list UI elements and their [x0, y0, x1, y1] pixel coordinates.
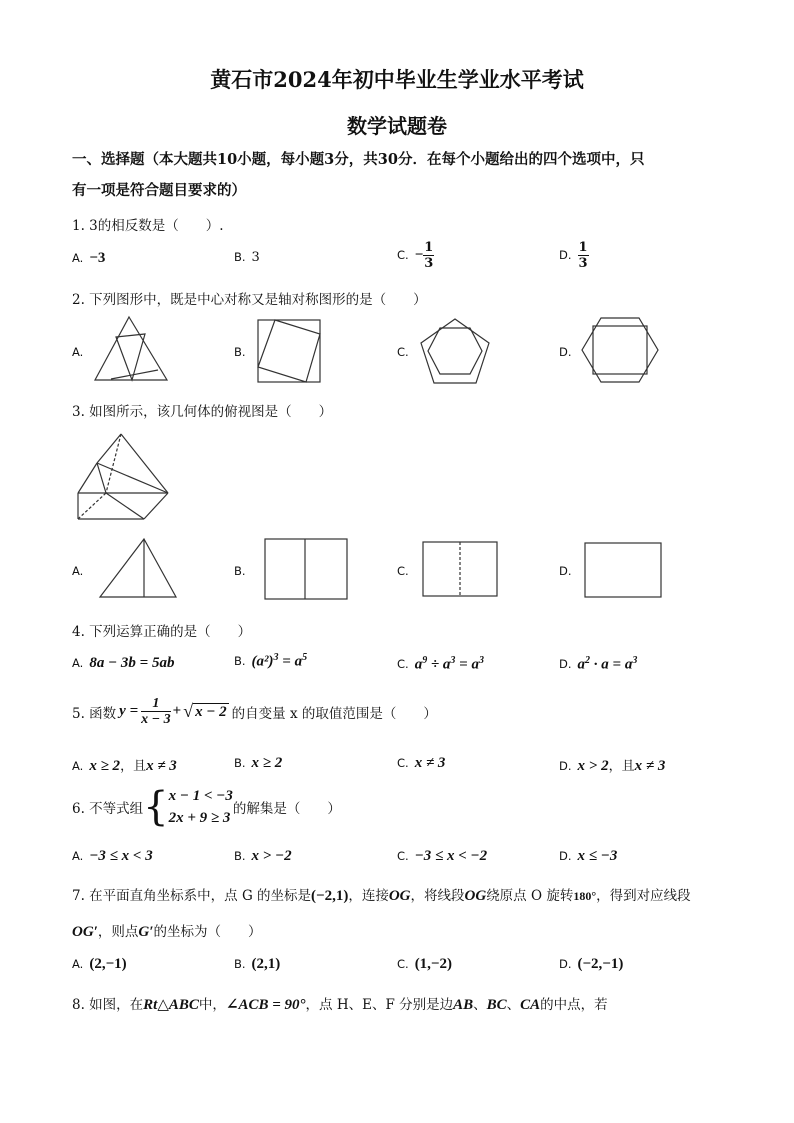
q8-bc: BC	[486, 997, 507, 1013]
q1-b-value: 3	[251, 250, 260, 265]
option-label: C.	[397, 345, 409, 359]
option-label: C.	[397, 564, 409, 578]
option-label: D.	[559, 564, 572, 578]
q3-figure-a-triangle	[99, 538, 177, 598]
q2-option-b[interactable]	[234, 345, 252, 360]
q7-g-prime: G′	[138, 924, 154, 940]
section-heading-line2: 有一项是符合题目要求的）	[72, 182, 246, 199]
q8-ab: AB	[453, 997, 474, 1013]
q4-c-exp3: 3	[478, 655, 484, 666]
q7-option-d[interactable]	[559, 956, 623, 973]
q5-b-value: x ≥ 2	[251, 755, 283, 771]
section-heading-line1: 一、选择题（本大题共10小题，每小题3分，共30分．在每个小题给出的四个选项中，只	[72, 151, 645, 168]
page-subtitle: 数学试题卷	[347, 114, 447, 138]
question-3-stem: 3. 如图所示，该几何体的俯视图是（ ）	[72, 404, 333, 420]
q8-text-3: ，点 H、E、F 分别是边	[305, 997, 454, 1013]
q5-a-cond2: x ≠ 3	[146, 758, 177, 774]
q3-option-c[interactable]	[397, 564, 415, 579]
option-label: C.	[397, 657, 409, 672]
q5-suffix: 的自变量 x 的取值范围是（ ）	[231, 705, 437, 722]
q5-d-cond1: x > 2	[577, 758, 609, 774]
option-label: A.	[72, 759, 84, 773]
q6-inequality-1: x − 1 < −3	[168, 788, 233, 804]
option-label: D.	[559, 759, 572, 773]
q5-d-cond2: x ≠ 3	[634, 758, 666, 774]
q3-solid-figure	[76, 433, 170, 521]
q5-option-d[interactable]	[559, 755, 665, 775]
q3-option-a[interactable]	[72, 564, 89, 579]
q5-a-cond1: x ≥ 2	[89, 758, 121, 774]
q5-option-b[interactable]	[234, 755, 282, 772]
fraction-numerator: 1	[578, 240, 588, 255]
option-label: B.	[234, 756, 246, 770]
option-label: A.	[72, 345, 84, 359]
option-label: D.	[559, 248, 572, 262]
q3-option-b[interactable]	[234, 564, 252, 579]
question-7-stem	[72, 884, 742, 905]
option-label: D.	[559, 657, 572, 672]
q6-inequality-2: 2x + 9 ≥ 3	[168, 810, 231, 826]
q2-figure-b-squares	[257, 319, 321, 383]
q4-b-rest: = a	[278, 653, 303, 670]
option-label: A.	[72, 957, 84, 971]
q7-og-prime: OG′	[72, 924, 98, 940]
q8-text-4: 的中点，若	[540, 997, 608, 1013]
q8-ca: CA	[520, 997, 541, 1013]
q4-c-exp2: 3	[450, 655, 456, 666]
option-label: A.	[72, 656, 84, 670]
q7-degree: 180°	[573, 889, 597, 903]
q7-text-5: ，得到对应线段	[596, 888, 691, 904]
q1-a-value: −3	[89, 250, 106, 266]
q2-option-a[interactable]	[72, 345, 89, 360]
option-label: B.	[234, 250, 246, 264]
option-label: C.	[397, 756, 409, 770]
q4-b-base: (a²)	[251, 653, 274, 670]
option-label: A.	[72, 564, 84, 578]
q4-c-base: a	[414, 656, 423, 673]
question-2-stem: 2. 下列图形中，既是中心对称又是轴对称图形的是（ ）	[72, 292, 427, 308]
q7-text-1: 7. 在平面直角坐标系中，点 G 的坐标是	[72, 888, 312, 904]
q7-text-4: 绕原点 O 旋转	[486, 888, 574, 904]
q1-option-d[interactable]	[559, 240, 589, 271]
q1-option-b[interactable]	[234, 250, 260, 265]
q7-option-c[interactable]	[397, 956, 452, 973]
option-label: A.	[72, 251, 84, 265]
q4-option-c[interactable]	[397, 655, 484, 673]
left-brace-icon: {	[143, 784, 169, 830]
q6-suffix: 的解集是（ ）	[232, 801, 341, 817]
option-label: B.	[234, 654, 246, 669]
option-label: B.	[234, 345, 246, 359]
q6-prefix: 6. 不等式组	[72, 801, 144, 817]
q3-figure-d-rectangle	[584, 542, 662, 598]
q1-c-fraction	[423, 240, 434, 271]
q7-text-6: ，则点	[97, 924, 139, 940]
q5-option-c[interactable]	[397, 755, 445, 772]
q5-d-and: ，且	[608, 759, 635, 774]
q3-figure-b-rectangle	[264, 538, 348, 600]
q7-text-3: ，将线段	[410, 888, 465, 904]
q2-figure-d-hexagon-square	[581, 317, 659, 383]
q4-d-mid: · a = a	[590, 656, 633, 673]
q1-c-sign: −	[414, 247, 424, 263]
q2-figure-a-triangle	[94, 316, 168, 382]
q6-d-value: x ≤ −3	[577, 848, 618, 864]
q8-angle: ∠ACB = 90°	[225, 997, 306, 1013]
option-label: D.	[559, 849, 572, 863]
q7-option-a[interactable]	[72, 956, 127, 973]
q4-b-exponent: 3	[273, 652, 279, 663]
option-label: C.	[397, 248, 409, 262]
q8-sep-2: 、	[506, 997, 521, 1013]
q2-option-d[interactable]	[559, 345, 578, 360]
q8-sep-1: 、	[473, 997, 487, 1013]
q6-c-value: −3 ≤ x < −2	[414, 848, 488, 864]
q5-prefix: 5. 函数	[72, 705, 117, 722]
q6-option-d[interactable]	[559, 848, 617, 865]
q7-og: OG	[388, 888, 411, 904]
option-label: B.	[234, 957, 246, 971]
question-1-stem: 1. 3的相反数是（ ）.	[72, 218, 224, 234]
q7-b-value: (2,1)	[251, 956, 281, 972]
q7-text-2: ，连接	[348, 888, 389, 904]
section-heading	[72, 144, 732, 206]
sqrt-icon: √	[183, 701, 194, 721]
q5-y-equals: y =	[119, 703, 139, 719]
q7-a-value: (2,−1)	[89, 956, 127, 972]
q1-option-c[interactable]	[397, 240, 434, 271]
q4-b-result-exponent: 5	[302, 652, 308, 663]
q5-sqrt-inner: x − 2	[195, 703, 227, 720]
q7-coord: (−2,1)	[311, 888, 349, 904]
q5-fraction	[141, 696, 170, 727]
option-label: D.	[559, 957, 572, 971]
q4-c-mid: ÷ a	[427, 656, 451, 673]
q5-option-a[interactable]	[72, 755, 177, 775]
q6-option-c[interactable]	[397, 848, 487, 865]
q6-option-b[interactable]	[234, 848, 292, 865]
q4-option-b[interactable]	[234, 652, 307, 670]
q4-d-exp3: 3	[632, 655, 638, 666]
q7-d-value: (−2,−1)	[577, 956, 624, 972]
q1-d-fraction	[578, 240, 589, 271]
q2-option-c[interactable]	[397, 345, 415, 360]
q4-option-a[interactable]	[72, 655, 174, 672]
q8-text-2: 中，	[198, 997, 226, 1013]
q4-d-exp1: 2	[585, 655, 591, 666]
question-8-stem	[72, 993, 742, 1014]
q1-option-a[interactable]	[72, 250, 105, 267]
question-7-stem-cont	[72, 920, 261, 941]
question-5-stem	[72, 696, 437, 727]
q5-plus: +	[172, 703, 182, 719]
page-title: 黄石市2024年初中毕业生学业水平考试	[210, 67, 584, 92]
fraction-numerator: 1	[424, 240, 434, 255]
option-label: C.	[397, 849, 409, 863]
q7-option-b[interactable]	[234, 956, 280, 973]
question-4-stem: 4. 下列运算正确的是（ ）	[72, 624, 252, 640]
option-label: B.	[234, 564, 246, 578]
q7-text-7: 的坐标为（ ）	[153, 924, 262, 940]
q5-a-and: ，且	[120, 759, 147, 774]
fraction-denominator: 3	[424, 256, 434, 271]
q8-text-1: 8. 如图，在	[72, 997, 144, 1013]
q6-system	[169, 785, 233, 829]
q3-figure-c-rectangle-dashed	[422, 541, 498, 597]
fraction-numerator: 1	[141, 696, 170, 712]
q6-b-value: x > −2	[251, 848, 292, 864]
q4-d-base: a	[577, 656, 586, 673]
option-label: C.	[397, 957, 409, 971]
q3-option-d[interactable]	[559, 564, 578, 579]
q4-option-d[interactable]	[559, 655, 637, 673]
option-label: D.	[559, 345, 572, 359]
option-label: B.	[234, 849, 246, 863]
option-label: A.	[72, 849, 84, 863]
question-6-stem	[72, 785, 341, 829]
q4-c-end: = a	[455, 656, 479, 673]
q4-a-expression: 8a − 3b = 5ab	[89, 655, 175, 671]
q7-c-value: (1,−2)	[414, 956, 452, 972]
q6-a-value: −3 ≤ x < 3	[89, 848, 153, 864]
q2-figure-c-pentagon-hexagon	[420, 318, 490, 384]
q8-rt-triangle: Rt△ABC	[143, 997, 199, 1013]
q6-option-a[interactable]	[72, 848, 153, 865]
q7-og-2: OG	[464, 888, 487, 904]
fraction-denominator: x − 3	[141, 712, 171, 727]
q5-c-value: x ≠ 3	[414, 755, 446, 771]
q4-c-exp1: 9	[422, 655, 428, 666]
fraction-denominator: 3	[578, 256, 588, 271]
